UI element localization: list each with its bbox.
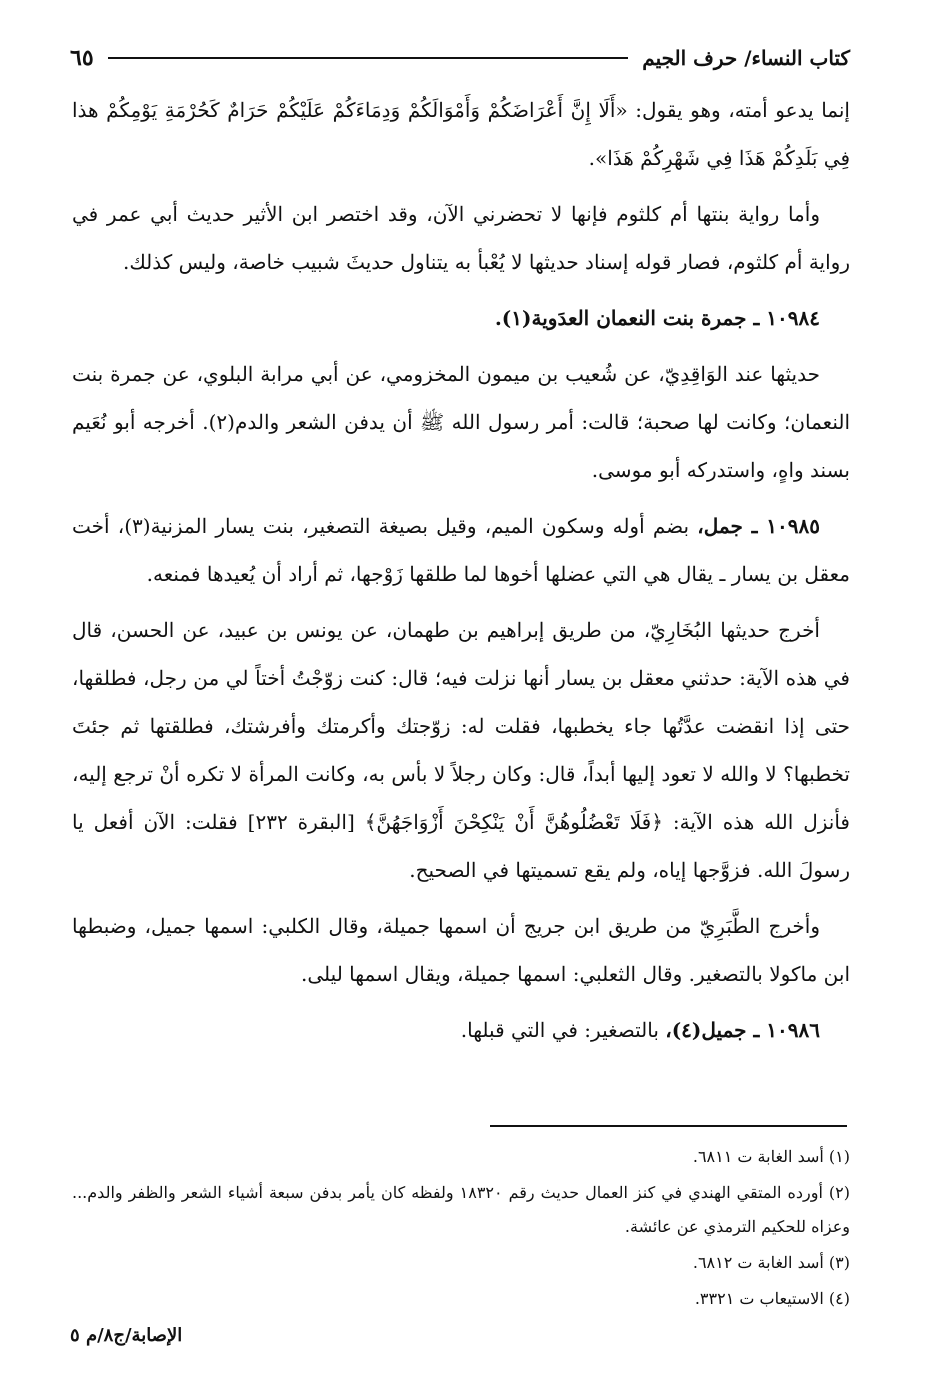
paragraph	[72, 1006, 850, 1054]
entry-heading: ١٠٩٨٦ ـ جميل(٤)،	[665, 1018, 820, 1042]
paragraph-text: حديثها عند الوَاقِدِيّ، عن شُعيب بن ميمون المخزومي، عن أبي مرابة البلوي، عن جمرة بنت النعمان؛ وكانت لها صحبة؛ قالت: أمر رسول الله ﷺ أن يدفن الشعر والدم(٢). أخرجه أبو نُعَيم بسند واهٍ، واستدركه أبو موسى.	[72, 362, 851, 482]
footnote-separator	[490, 1125, 847, 1127]
main-text	[72, 86, 850, 1062]
paragraph	[72, 350, 850, 494]
running-title: كتاب النساء/ حرف الجيم	[642, 46, 850, 70]
footnote: (٤) الاستيعاب ت ٣٣٢١.	[694, 1289, 850, 1308]
footnote: (١) أسد الغابة ت ٦٨١١.	[692, 1147, 850, 1166]
paragraph	[72, 902, 850, 998]
entry-heading: ١٠٩٨٤ ـ جمرة بنت النعمان العدَوية(١).	[494, 306, 820, 330]
entry-heading: ١٠٩٨٥ ـ جمل،	[697, 514, 821, 538]
paragraph-text: إنما يدعو أمته، وهو يقول: «أَلَا إِنَّ أَعْرَاضَكُمْ وَأَمْوَالَكُمْ وَدِمَاءَكُمْ عَلَيْكُمْ حَرَامٌ كَحُرْمَةِ يَوْمِكُمْ هذا فِي بَلَدِكُمْ هَذَا فِي شَهْرِكُمْ هَذَا».	[72, 98, 850, 170]
paragraph	[72, 294, 850, 342]
paragraph-text: بضم أوله وسكون الميم، وقيل بصيغة التصغير، بنت يسار المزنية(٣)، أخت معقل بن يسار ـ يقال هي التي عضلها أخوها لما طلقها زَوْجها، ثم أراد أن يُعيدها فمنعه.	[72, 514, 850, 586]
paragraph-text: أخرج حديثها البُخَارِيّ، من طريق إبراهيم بن طهمان، عن يونس بن عبيد، عن الحسن، قال في هذه الآية: حدثني معقل بن يسار أنها نزلت فيه؛ قال: كنت زوّجْتُ أختاً لي من رجل، فطلقها، حتى إذا انقضت عدَّتُها جاء يخطبها، فقلت له: زوّجتك وأكرمتك وأفرشتك، فطلقتها ثم جئتَ تخطبها؟ لا والله لا تعود إليها أبداً، قال: وكان رجلاً لا بأس به، وكانت المرأة لا تكره أنْ ترجع إليه، فأنزل الله هذه الآية: ﴿فَلَا تَعْضُلُوهُنَّ أَنْ يَنْكِحْنَ أَزْوَاجَهُنَّ﴾ [البقرة ٢٣٢] فقلت: الآن أفعل يا رسولَ الله. فزوَّجها إياه، ولم يقع تسميتها في الصحيح.	[72, 618, 850, 882]
signature-mark: الإصابة/ج٨/م ٥	[70, 1325, 183, 1346]
footnote: (٣) أسد الغابة ت ٦٨١٢.	[692, 1253, 850, 1272]
page-header	[70, 38, 850, 78]
footnotes	[72, 1140, 850, 1318]
paragraph	[72, 502, 850, 598]
paragraph-text: وأخرج الطَّبَرِيّ من طريق ابن جريج أن اسمها جميلة، وقال الكلبي: اسمها جميل، وضبطها ابن ماكولا بالتصغير. وقال الثعلبي: اسمها جميلة، ويقال اسمها ليلى.	[72, 914, 850, 986]
footnote: (٢) أورده المتقي الهندي في كنز العمال حديث رقم ١٨٣٢٠ ولفظه كان يأمر بدفن سبعة أشياء الشعر والظفر والدم... وعزاه للحكيم الترمذي عن عائشة.	[72, 1183, 850, 1236]
header-rule	[108, 57, 629, 59]
paragraph	[72, 606, 850, 894]
paragraph	[72, 190, 850, 286]
paragraph-text: بالتصغير: في التي قبلها.	[460, 1018, 666, 1042]
page-number: ٦٥	[70, 45, 94, 71]
paragraph	[72, 86, 850, 182]
paragraph-text: وأما رواية بنتها أم كلثوم فإنها لا تحضرني الآن، وقد اختصر ابن الأثير حديث أبي عمر في رواية أم كلثوم، فصار قوله إسناد حديثها لا يُعْبأ به يتناول حديثَ شبيب خاصة، وليس كذلك.	[72, 202, 850, 274]
